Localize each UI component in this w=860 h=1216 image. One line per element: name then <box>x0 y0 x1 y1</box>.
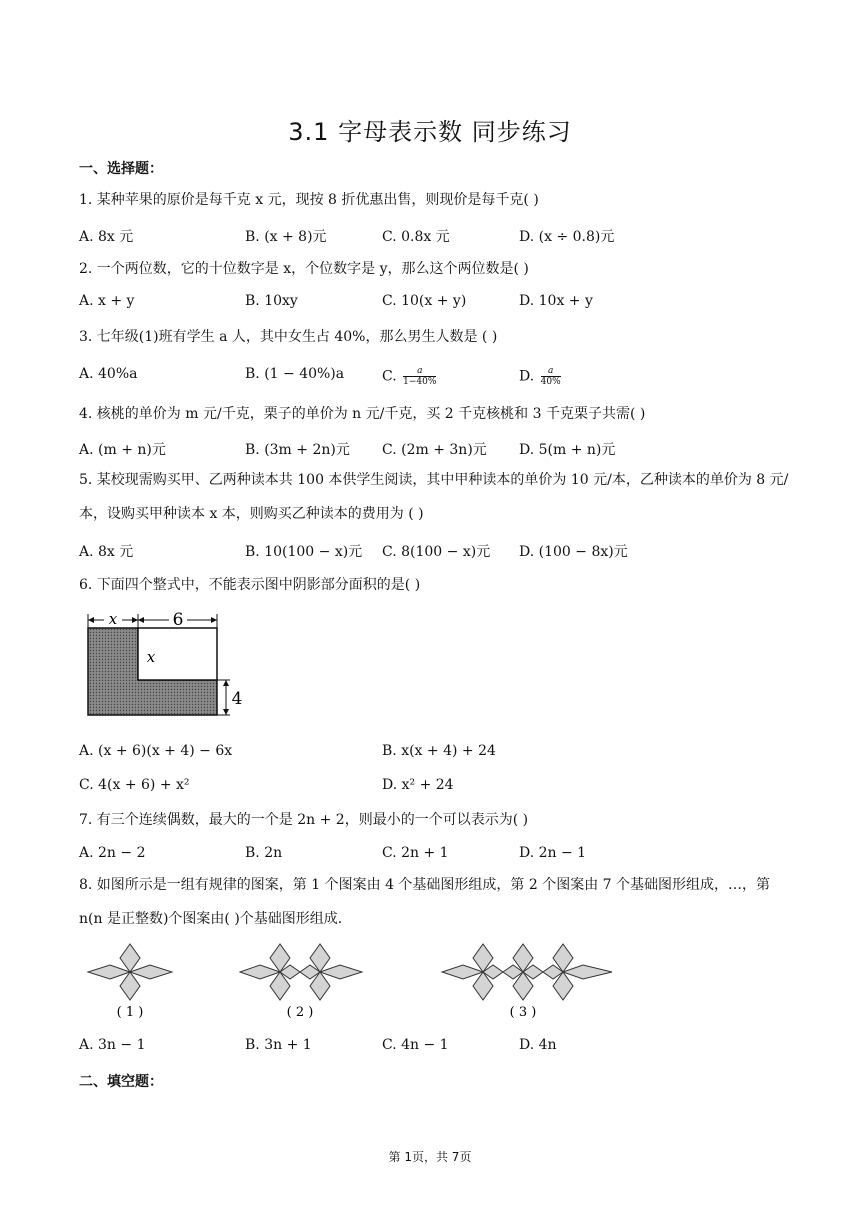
q5-option-d: D. (100 − 8x)元 <box>519 544 628 560</box>
q6-figure <box>80 610 250 722</box>
page-footer: 第 1页，共 7页 <box>388 1150 472 1164</box>
pattern-label-1: ( 1 ) <box>116 1005 144 1020</box>
q2-option-b: B. 10xy <box>245 293 298 309</box>
q1-option-b: B. (x + 8)元 <box>245 229 327 245</box>
section-heading-choice: 一、选择题： <box>79 161 163 177</box>
question-8-stem: 8. 如图所示是一组有规律的图案，第 1 个图案由 4 个基础图形组成，第 2 个图案由 7 个基础图形组成，…，第 n(n 是正整数)个图案由( )个基础图形组成. <box>79 877 771 927</box>
pattern-label-3: ( 3 ) <box>509 1005 537 1020</box>
q2-option-a: A. x + y <box>79 293 135 309</box>
q8-pattern-figure <box>80 942 620 1022</box>
q4-option-c: C. (2m + 3n)元 <box>382 442 487 458</box>
q8-option-c: C. 4n − 1 <box>382 1037 449 1053</box>
section-heading-fill: 二、填空题： <box>79 1074 163 1090</box>
q3-option-c-fraction <box>403 366 436 387</box>
q5-option-a: A. 8x 元 <box>79 544 134 560</box>
q6-option-a: A. (x + 6)(x + 4) − 6x <box>79 743 233 759</box>
label-x-inner: x <box>146 648 156 666</box>
q2-option-d: D. 10x + y <box>519 293 593 309</box>
q1-option-c: C. 0.8x 元 <box>382 229 450 245</box>
q8-option-b: B. 3n + 1 <box>245 1037 312 1053</box>
question-1-stem: 1. 某种苹果的原价是每千克 x 元，现按 8 折优惠出售，则现价是每千克( ) <box>79 192 539 208</box>
q3-option-a: A. 40%a <box>79 366 138 382</box>
q6-option-d: D. x² + 24 <box>382 777 454 793</box>
label-four: 4 <box>231 689 243 709</box>
pattern-1 <box>88 944 172 1000</box>
q8-option-d: D. 4n <box>519 1037 557 1053</box>
q8-option-a: A. 3n − 1 <box>79 1037 146 1053</box>
q7-option-d: D. 2n − 1 <box>519 845 587 861</box>
q7-option-c: C. 2n + 1 <box>382 845 449 861</box>
q2-option-c: C. 10(x + y) <box>382 293 467 309</box>
pattern-2 <box>240 944 362 1000</box>
q6-option-b: B. x(x + 4) + 24 <box>382 743 496 759</box>
fraction-denominator: 40% <box>540 377 561 387</box>
q3-option-d-fraction <box>541 366 561 387</box>
label-x-top: x <box>108 610 118 628</box>
q3-option-c <box>382 366 436 387</box>
q4-option-a: A. (m + n)元 <box>79 442 166 458</box>
question-6-stem: 6. 下面四个整式中，不能表示图中阴影部分面积的是( ) <box>79 577 421 593</box>
q3-option-c-label: C. <box>382 368 397 385</box>
q1-option-a: A. 8x 元 <box>79 229 134 245</box>
pattern-3 <box>442 944 612 1000</box>
question-5-stem: 5. 某校现需购买甲、乙两种读本共 100 本供学生阅读，其中甲种读本的单价为 10 元/本，乙种读本的单价为 8 元/本，设购买甲种读本 x 本，则购买乙种读本的费用为 ( ) <box>79 472 789 522</box>
question-2-stem: 2. 一个两位数，它的十位数字是 x，个位数字是 y，那么这个两位数是( ) <box>79 261 529 277</box>
question-4-stem: 4. 核桃的单价为 m 元/千克，栗子的单价为 n 元/千克，买 2 千克核桃和 3 千克栗子共需( ) <box>79 406 646 422</box>
fraction-numerator: a <box>541 366 561 377</box>
q4-option-b: B. (3m + 2n)元 <box>245 442 350 458</box>
q7-option-a: A. 2n − 2 <box>79 845 146 861</box>
fraction-numerator: a <box>403 366 436 377</box>
pattern-label-2: ( 2 ) <box>286 1005 314 1020</box>
q4-option-d: D. 5(m + n)元 <box>519 442 616 458</box>
q7-option-b: B. 2n <box>245 845 283 861</box>
label-six: 6 <box>172 610 184 630</box>
question-3-stem: 3. 七年级(1)班有学生 a 人，其中女生占 40%，那么男生人数是 ( ) <box>79 329 498 345</box>
fraction-denominator: 1−40% <box>403 377 437 387</box>
q5-option-c: C. 8(100 − x)元 <box>382 544 491 560</box>
q5-option-b: B. 10(100 − x)元 <box>245 544 363 560</box>
q6-option-c: C. 4(x + 6) + x² <box>79 777 190 793</box>
q1-option-d: D. (x ÷ 0.8)元 <box>519 229 615 245</box>
q3-option-d <box>519 366 561 387</box>
q3-option-d-label: D. <box>519 368 535 385</box>
question-7-stem: 7. 有三个连续偶数，最大的一个是 2n + 2，则最小的一个可以表示为( ) <box>79 812 529 828</box>
q3-option-b: B. (1 − 40%)a <box>245 366 345 382</box>
page-title: 3.1 字母表示数 同步练习 <box>288 118 572 146</box>
